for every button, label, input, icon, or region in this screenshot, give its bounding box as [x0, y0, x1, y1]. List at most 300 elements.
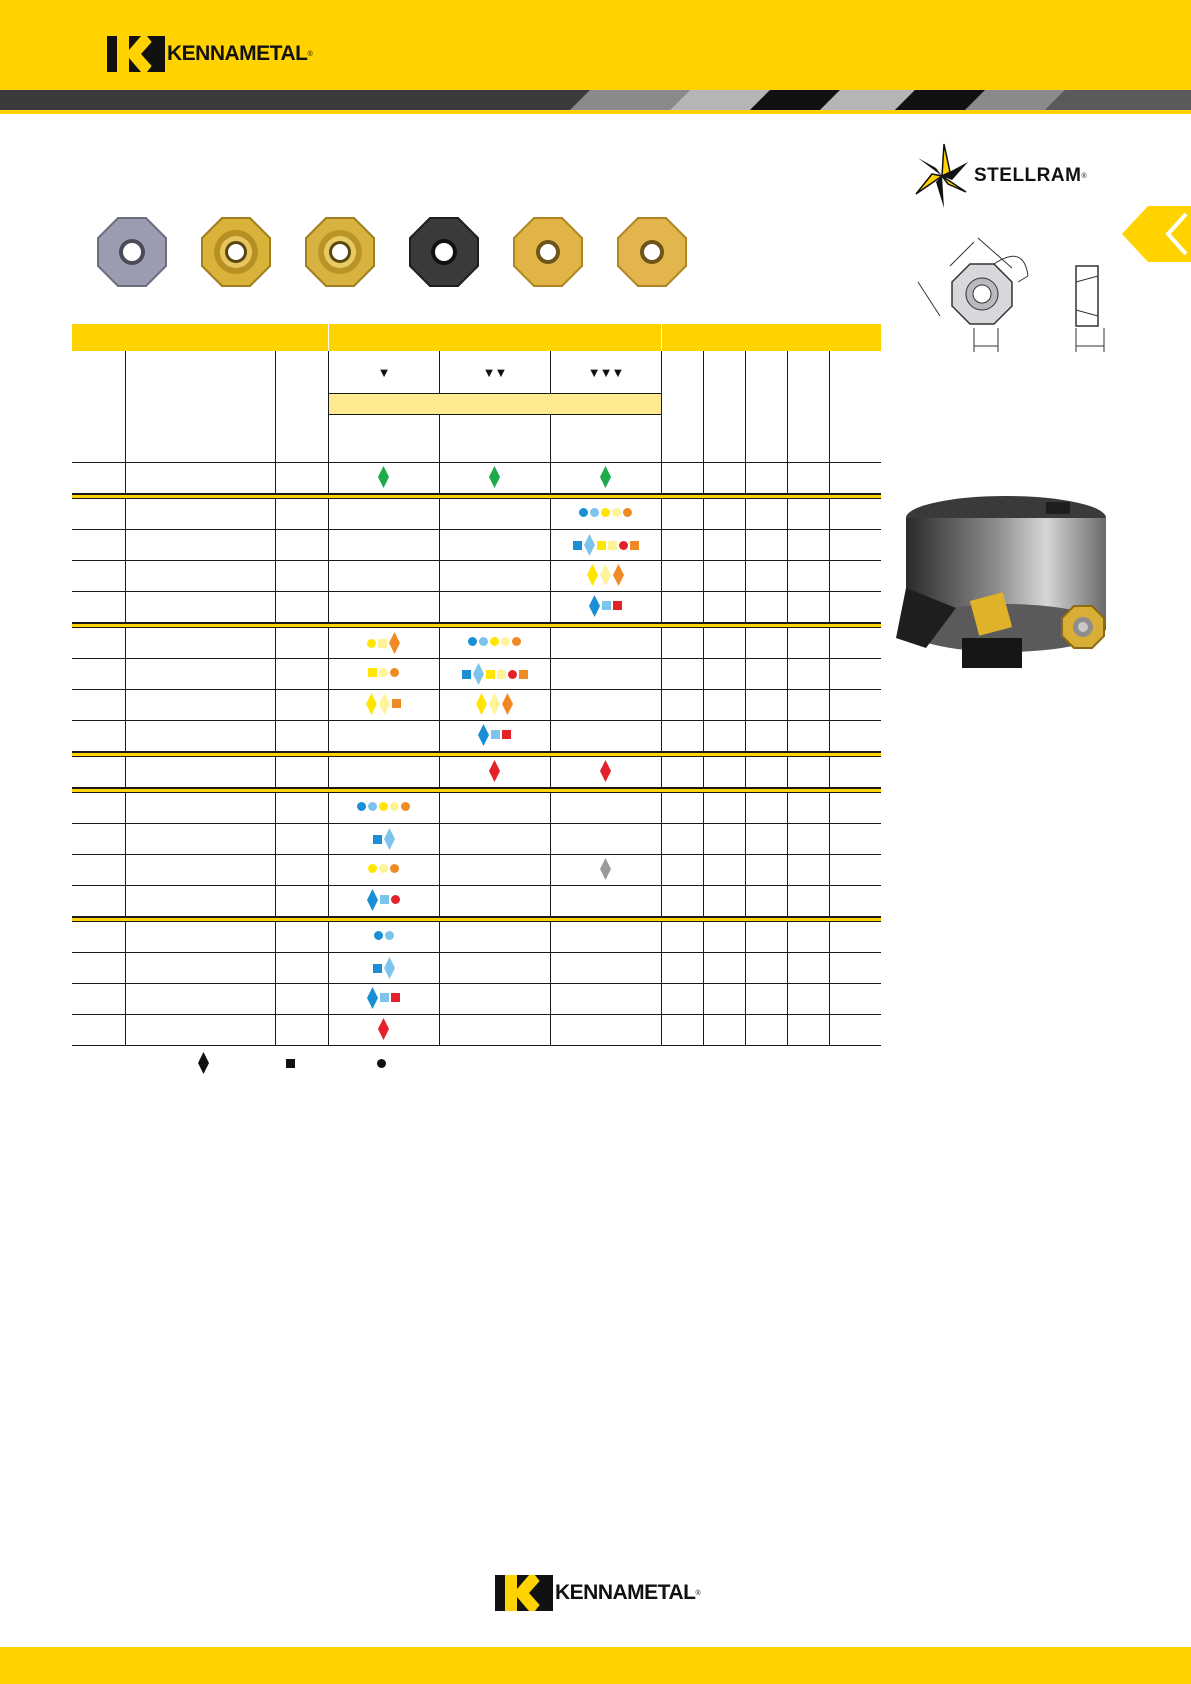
- table-cell: [661, 659, 703, 690]
- grade-recommendation: [476, 693, 513, 715]
- diamond-marker-icon: [384, 957, 395, 979]
- table-cell: [328, 855, 439, 886]
- table-cell: [745, 1015, 787, 1046]
- diamond-marker-icon: [379, 693, 390, 715]
- dot-marker-icon: [368, 802, 377, 811]
- table-cell: [829, 953, 881, 984]
- diamond-marker-icon: [613, 564, 624, 586]
- header-group-grades: [328, 324, 661, 351]
- table-cell: [703, 757, 745, 788]
- table-cell: [787, 463, 829, 494]
- table-cell: [275, 561, 328, 592]
- table-cell: [125, 463, 275, 494]
- table-cell: [439, 855, 550, 886]
- table-cell: [439, 886, 550, 917]
- dot-marker-icon: [579, 508, 588, 517]
- table-cell: [125, 824, 275, 855]
- square-marker-icon: [497, 670, 506, 679]
- grade-subheader-band: [329, 394, 661, 415]
- dot-marker-icon: [508, 670, 517, 679]
- table-cell: [703, 690, 745, 721]
- table-cell: [829, 886, 881, 917]
- table-cell: [787, 499, 829, 530]
- table-cell: [550, 721, 661, 752]
- table-cell: [703, 561, 745, 592]
- table-cell: [275, 530, 328, 561]
- diamond-marker-icon: [198, 1052, 209, 1074]
- dot-marker-icon: [390, 668, 399, 677]
- condition-level-icon: ▼: [377, 364, 390, 380]
- square-marker-icon: [630, 541, 639, 550]
- table-cell: [439, 592, 550, 623]
- diamond-marker-icon: [600, 466, 611, 488]
- table-cell: [328, 984, 439, 1015]
- table-cell: [787, 690, 829, 721]
- dot-marker-icon: [512, 637, 521, 646]
- table-cell: [328, 561, 439, 592]
- dot-marker-icon: [590, 508, 599, 517]
- table-cell: [328, 592, 439, 623]
- table-cell: [439, 463, 550, 494]
- dot-marker-icon: [379, 668, 388, 677]
- table-cell: [125, 886, 275, 917]
- table-cell: [661, 721, 703, 752]
- grade-recommendation: [600, 858, 611, 880]
- table-cell: [661, 793, 703, 824]
- table-cell: [661, 922, 703, 953]
- table-cell: [275, 659, 328, 690]
- table-row: [72, 757, 881, 788]
- table-cell: [125, 659, 275, 690]
- table-cell: [550, 793, 661, 824]
- table-cell: [439, 628, 550, 659]
- diamond-marker-icon: [389, 632, 400, 654]
- dot-marker-icon: [612, 508, 621, 517]
- table-cell: [661, 463, 703, 494]
- black-insert-icon: [408, 216, 480, 288]
- diamond-marker-icon: [473, 663, 484, 685]
- table-cell: [125, 1015, 275, 1046]
- grade-name-cell: [329, 415, 440, 462]
- table-cell: [745, 690, 787, 721]
- diamond-marker-icon: [378, 466, 389, 488]
- table-cell: [745, 922, 787, 953]
- table-cell: [703, 855, 745, 886]
- table-cell: [550, 984, 661, 1015]
- table-cell: [328, 953, 439, 984]
- condition-medium: [440, 351, 551, 393]
- table-cell: [787, 855, 829, 886]
- table-cell: [661, 953, 703, 984]
- legend-item: [286, 1052, 295, 1074]
- table-cell: [550, 922, 661, 953]
- milling-cutter-image: [896, 488, 1126, 688]
- square-marker-icon: [597, 541, 606, 550]
- diamond-marker-icon: [600, 760, 611, 782]
- dot-marker-icon: [623, 508, 632, 517]
- table-cell: [275, 922, 328, 953]
- table-cell: [275, 886, 328, 917]
- grade-recommendation: [368, 864, 399, 873]
- diamond-marker-icon: [476, 693, 487, 715]
- table-cell: [439, 561, 550, 592]
- dot-marker-icon: [490, 637, 499, 646]
- registered-mark: ®: [1081, 172, 1087, 180]
- table-cell: [787, 953, 829, 984]
- grade-recommendation: [478, 724, 511, 746]
- table-cell: [275, 855, 328, 886]
- table-cell: [72, 1015, 125, 1046]
- table-cell: [125, 592, 275, 623]
- table-cell: [72, 886, 125, 917]
- diamond-marker-icon: [600, 564, 611, 586]
- table-cell: [275, 757, 328, 788]
- table-cell: [787, 1015, 829, 1046]
- table-row: [72, 1015, 881, 1046]
- table-cell: [328, 886, 439, 917]
- table-row: [72, 953, 881, 984]
- col-header: [125, 351, 275, 463]
- table-cell: [703, 530, 745, 561]
- table-cell: [125, 721, 275, 752]
- legend-item: [377, 1052, 386, 1074]
- table-cell: [550, 530, 661, 561]
- square-marker-icon: [602, 601, 611, 610]
- stellram-wordmark: STELLRAM: [974, 165, 1082, 186]
- square-marker-icon: [502, 730, 511, 739]
- grade-recommendation: [489, 466, 500, 488]
- table-cell: [787, 793, 829, 824]
- dot-marker-icon: [391, 895, 400, 904]
- table-cell: [829, 530, 881, 561]
- table-cell: [703, 1015, 745, 1046]
- table-cell: [829, 984, 881, 1015]
- table-cell: [328, 793, 439, 824]
- table-cell: [745, 793, 787, 824]
- table-body: [72, 463, 881, 1046]
- table-cell: [703, 922, 745, 953]
- table-cell: [275, 721, 328, 752]
- table-cell: [829, 628, 881, 659]
- table-header-band: [72, 324, 881, 351]
- dot-marker-icon: [601, 508, 610, 517]
- table-cell: [661, 628, 703, 659]
- col-header: [275, 351, 328, 463]
- table-cell: [661, 824, 703, 855]
- table-cell: [328, 757, 439, 788]
- grade-recommendation: [367, 632, 400, 654]
- table-row: [72, 824, 881, 855]
- table-cell: [439, 984, 550, 1015]
- table-cell: [829, 499, 881, 530]
- table-cell: [125, 561, 275, 592]
- table-cell: [72, 659, 125, 690]
- dot-marker-icon: [501, 637, 510, 646]
- table-cell: [745, 628, 787, 659]
- stellram-star-icon: [914, 142, 970, 210]
- grade-recommendation: [373, 828, 395, 850]
- table-cell: [328, 824, 439, 855]
- table-row: [72, 721, 881, 752]
- gold-chipbreaker-insert-icon: [200, 216, 272, 288]
- table-cell: [72, 793, 125, 824]
- table-cell: [787, 757, 829, 788]
- dot-marker-icon: [390, 864, 399, 873]
- kennametal-k-icon: [495, 1575, 553, 1611]
- table-cell: [703, 793, 745, 824]
- table-cell: [72, 757, 125, 788]
- table-cell: [745, 855, 787, 886]
- table-cell: [661, 561, 703, 592]
- table-cell: [439, 793, 550, 824]
- legend: [72, 1052, 472, 1074]
- table-cell: [745, 499, 787, 530]
- dot-marker-icon: [479, 637, 488, 646]
- dot-marker-icon: [367, 639, 376, 648]
- grade-header-block: [328, 351, 661, 463]
- kennametal-logo: [107, 36, 313, 72]
- table-cell: [72, 592, 125, 623]
- table-cell: [72, 922, 125, 953]
- diamond-marker-icon: [589, 595, 600, 617]
- decorative-stripe-band: [0, 90, 1191, 114]
- grade-recommendation: [366, 693, 401, 715]
- square-marker-icon: [486, 670, 495, 679]
- table-row: [72, 592, 881, 623]
- table-cell: [829, 824, 881, 855]
- table-cell: [703, 592, 745, 623]
- table-cell: [550, 592, 661, 623]
- table-cell: [745, 530, 787, 561]
- table-cell: [787, 984, 829, 1015]
- table-cell: [328, 922, 439, 953]
- table-cell: [328, 1015, 439, 1046]
- grade-recommendation: [367, 889, 400, 911]
- square-marker-icon: [391, 993, 400, 1002]
- table-cell: [125, 499, 275, 530]
- table-row: [72, 984, 881, 1015]
- condition-light: [329, 351, 440, 393]
- col-header: [72, 351, 125, 463]
- condition-level-icon: ▼▼: [482, 364, 507, 380]
- table-cell: [125, 953, 275, 984]
- dot-marker-icon: [390, 802, 399, 811]
- table-cell: [439, 824, 550, 855]
- table-cell: [550, 953, 661, 984]
- table-row: [72, 793, 881, 824]
- grade-recommendation: [600, 760, 611, 782]
- gold-insert-icon: [512, 216, 584, 288]
- table-cell: [829, 757, 881, 788]
- table-cell: [439, 1015, 550, 1046]
- table-cell: [550, 757, 661, 788]
- square-marker-icon: [380, 895, 389, 904]
- table-row: [72, 659, 881, 690]
- table-cell: [703, 659, 745, 690]
- grade-recommendation: [378, 466, 389, 488]
- square-marker-icon: [608, 541, 617, 550]
- square-marker-icon: [392, 699, 401, 708]
- dot-marker-icon: [377, 1059, 386, 1068]
- table-cell: [829, 1015, 881, 1046]
- table-cell: [661, 1015, 703, 1046]
- table-cell: [661, 757, 703, 788]
- dot-marker-icon: [374, 931, 383, 940]
- table-cell: [439, 953, 550, 984]
- table-cell: [439, 922, 550, 953]
- table-cell: [661, 984, 703, 1015]
- table-cell: [745, 824, 787, 855]
- table-cell: [787, 721, 829, 752]
- kennametal-wordmark: KENNAMETAL: [555, 1581, 696, 1604]
- table-cell: [745, 721, 787, 752]
- table-cell: [72, 984, 125, 1015]
- kennametal-k-icon: [107, 36, 165, 72]
- kennametal-wordmark: KENNAMETAL: [167, 42, 308, 65]
- table-cell: [745, 659, 787, 690]
- table-cell: [661, 855, 703, 886]
- table-cell: [72, 721, 125, 752]
- table-cell: [275, 1015, 328, 1046]
- gold-insert-icon: [616, 216, 688, 288]
- grade-recommendation: [468, 637, 521, 646]
- footer-band: [0, 1647, 1191, 1684]
- table-cell: [829, 855, 881, 886]
- grade-recommendation: [579, 508, 632, 517]
- square-marker-icon: [380, 993, 389, 1002]
- table-cell: [125, 855, 275, 886]
- table-cell: [550, 886, 661, 917]
- table-cell: [439, 499, 550, 530]
- diamond-marker-icon: [489, 693, 500, 715]
- table-cell: [72, 561, 125, 592]
- diamond-marker-icon: [478, 724, 489, 746]
- table-cell: [125, 690, 275, 721]
- table-cell: [787, 824, 829, 855]
- square-marker-icon: [378, 639, 387, 648]
- dimension-header: [661, 351, 703, 463]
- table-cell: [275, 793, 328, 824]
- diamond-marker-icon: [366, 693, 377, 715]
- table-cell: [550, 1015, 661, 1046]
- table-cell: [125, 757, 275, 788]
- table-cell: [745, 757, 787, 788]
- table-cell: [661, 499, 703, 530]
- table-cell: [829, 721, 881, 752]
- square-marker-icon: [373, 835, 382, 844]
- table-cell: [328, 499, 439, 530]
- diamond-marker-icon: [384, 828, 395, 850]
- square-marker-icon: [573, 541, 582, 550]
- table-cell: [787, 628, 829, 659]
- table-cell: [439, 659, 550, 690]
- diamond-marker-icon: [367, 889, 378, 911]
- table-row: [72, 530, 881, 561]
- stellram-logo: [914, 142, 1087, 210]
- dot-marker-icon: [401, 802, 410, 811]
- table-cell: [787, 592, 829, 623]
- section-tab-icon: [1122, 206, 1191, 262]
- square-marker-icon: [373, 964, 382, 973]
- table-cell: [125, 530, 275, 561]
- dimension-header: [703, 351, 745, 463]
- table-cell: [439, 690, 550, 721]
- table-cell: [787, 659, 829, 690]
- table-cell: [439, 721, 550, 752]
- table-cell: [745, 984, 787, 1015]
- header-group-dimensions: [661, 324, 881, 351]
- table-cell: [125, 793, 275, 824]
- table-cell: [72, 855, 125, 886]
- footer-kennametal-logo: [495, 1575, 701, 1611]
- table-cell: [703, 886, 745, 917]
- table-cell: [72, 824, 125, 855]
- grade-name-cell: [440, 415, 551, 462]
- grade-recommendation: [374, 931, 394, 940]
- grade-recommendation: [367, 987, 400, 1009]
- grade-recommendation: [489, 760, 500, 782]
- dot-marker-icon: [379, 802, 388, 811]
- table-cell: [328, 690, 439, 721]
- grade-recommendation: [573, 534, 639, 556]
- table-cell: [745, 463, 787, 494]
- diamond-marker-icon: [584, 534, 595, 556]
- table-cell: [787, 886, 829, 917]
- table-cell: [275, 499, 328, 530]
- table-row: [72, 628, 881, 659]
- table-cell: [661, 886, 703, 917]
- gold-chipbreaker-insert-icon: [304, 216, 376, 288]
- table-cell: [661, 530, 703, 561]
- table-row: [72, 463, 881, 494]
- table-cell: [787, 561, 829, 592]
- diamond-marker-icon: [600, 858, 611, 880]
- table-cell: [550, 628, 661, 659]
- table-cell: [328, 659, 439, 690]
- insert-dimension-drawing: [914, 234, 1114, 354]
- diamond-marker-icon: [489, 466, 500, 488]
- grade-recommendation: [587, 564, 624, 586]
- dot-marker-icon: [357, 802, 366, 811]
- table-cell: [703, 463, 745, 494]
- table-cell: [550, 499, 661, 530]
- grade-recommendation: [357, 802, 410, 811]
- table-cell: [829, 659, 881, 690]
- dimension-header: [745, 351, 787, 463]
- table-row: [72, 499, 881, 530]
- table-cell: [125, 628, 275, 659]
- table-cell: [829, 793, 881, 824]
- table-cell: [275, 592, 328, 623]
- legend-item: [198, 1052, 209, 1074]
- square-marker-icon: [286, 1059, 295, 1068]
- diamond-marker-icon: [378, 1018, 389, 1040]
- registered-mark: ®: [695, 1589, 701, 1597]
- table-row: [72, 690, 881, 721]
- table-cell: [328, 628, 439, 659]
- table-cell: [275, 463, 328, 494]
- diamond-marker-icon: [502, 693, 513, 715]
- dimension-header: [787, 351, 829, 463]
- table-cell: [439, 530, 550, 561]
- grey-insert-icon: [96, 216, 168, 288]
- table-cell: [703, 628, 745, 659]
- grade-name-cell: [551, 415, 661, 462]
- table-cell: [703, 984, 745, 1015]
- condition-heavy: [551, 351, 661, 393]
- grade-recommendation: [600, 466, 611, 488]
- table-cell: [550, 855, 661, 886]
